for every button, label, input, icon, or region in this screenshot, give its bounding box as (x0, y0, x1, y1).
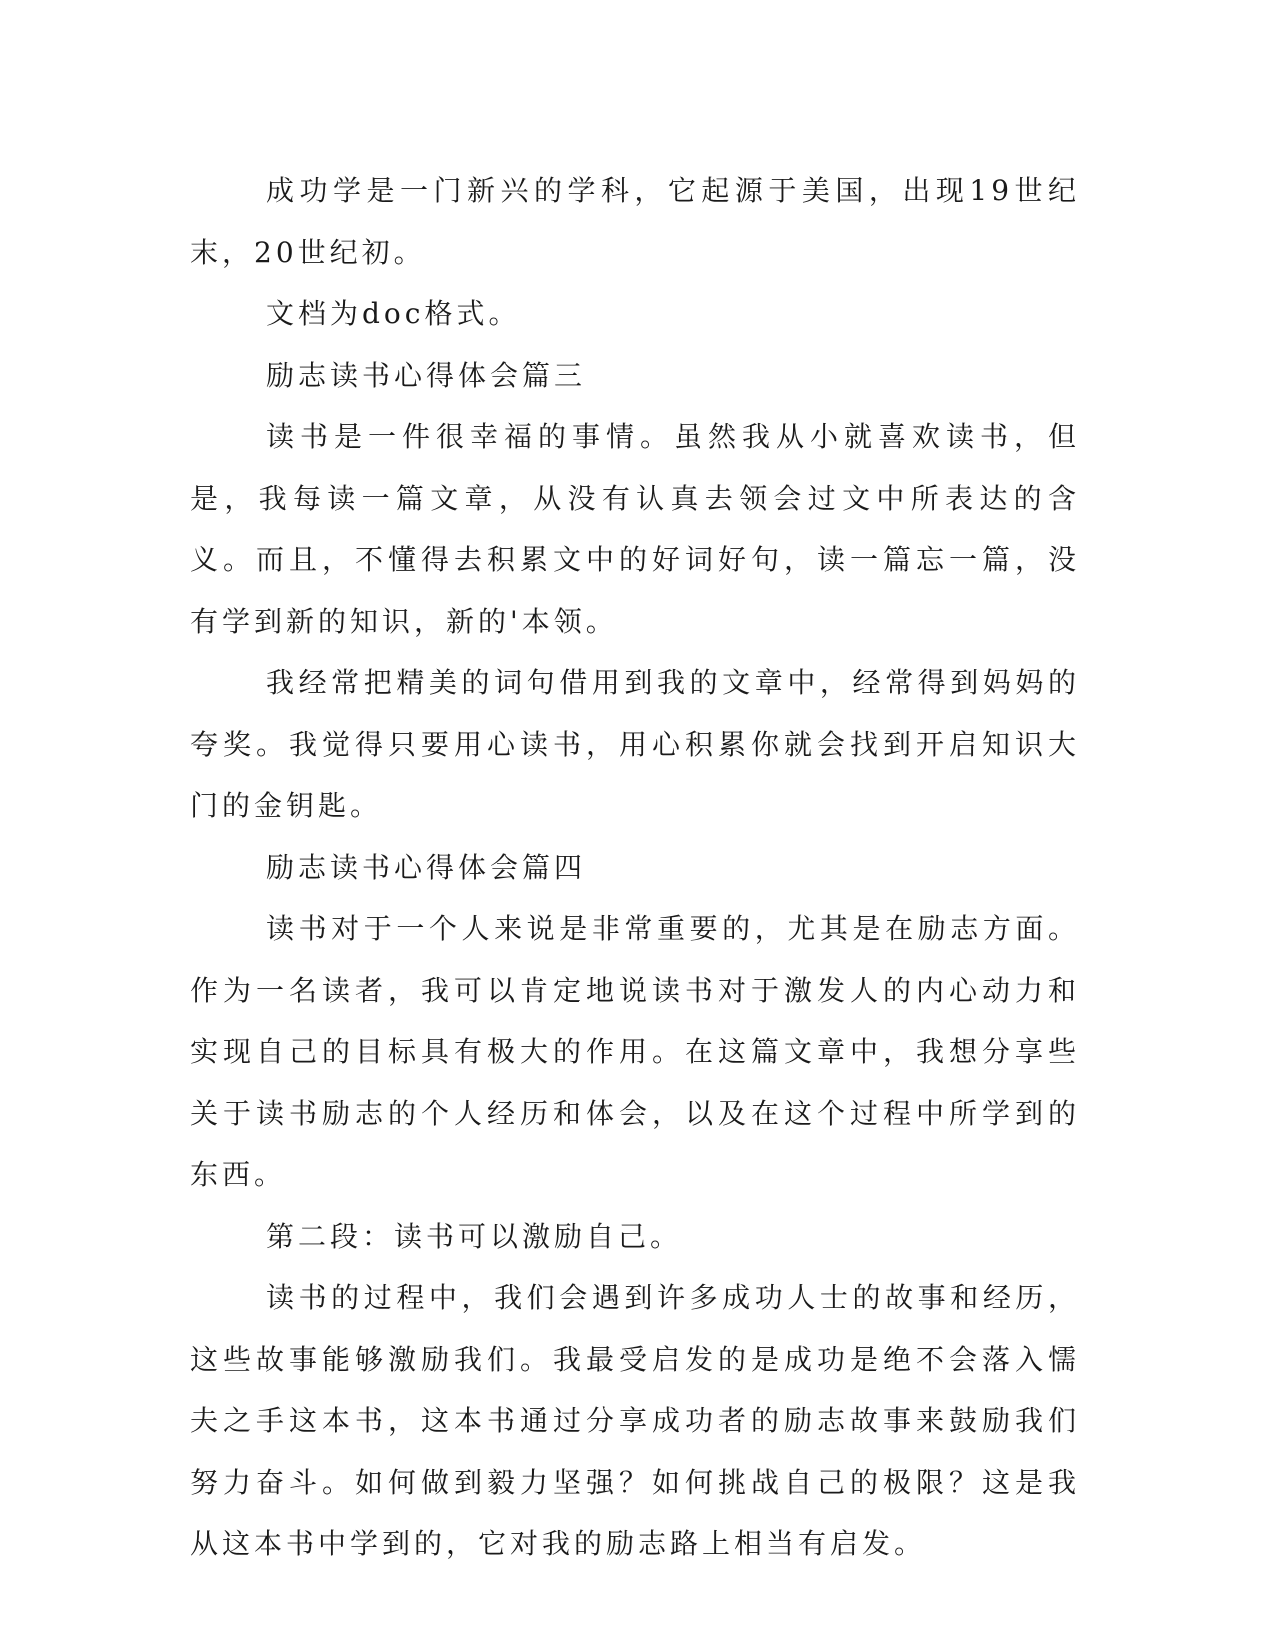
paragraph-format-note: 文档为doc格式。 (266, 297, 521, 330)
paragraph-inspiration: 读书的过程中，我们会遇到许多成功人士的故事和经历，这些故事能够激励我们。我最受启发的是成功是绝不会落入懦夫之手这本书，这本书通过分享成功者的励志故事来鼓励我们努力奋斗。如何做到毅力坚强？如何挑战自己的极限？这是我从这本书中学到的，它对我的励志路上相当有启发。 (190, 1281, 1080, 1560)
paragraph-accumulation: 我经常把精美的词句借用到我的文章中，经常得到妈妈的夸奖。我觉得只要用心读书，用心积累你就会找到开启知识大门的金钥匙。 (190, 666, 1080, 822)
paragraph-reading-happiness: 读书是一件很幸福的事情。虽然我从小就喜欢读书，但是，我每读一篇文章，从没有认真去领会过文中所表达的含义。而且，不懂得去积累文中的好词好句，读一篇忘一篇，没有学到新的知识，新的'本领。 (190, 420, 1080, 638)
paragraph-importance: 读书对于一个人来说是非常重要的，尤其是在励志方面。作为一名读者，我可以肯定地说读书对于激发人的内心动力和实现自己的目标具有极大的作用。在这篇文章中，我想分享些关于读书励志的个人经历和体会，以及在这个过程中所学到的东西。 (190, 912, 1080, 1191)
paragraph-intro: 成功学是一门新兴的学科，它起源于美国，出现19世纪末，20世纪初。 (190, 174, 1080, 269)
document-body (190, 160, 1080, 1575)
section-heading-3: 励志读书心得体会篇三 (266, 358, 587, 392)
section-heading-4: 励志读书心得体会篇四 (266, 850, 587, 884)
paragraph-subheading-2: 第二段：读书可以激励自己。 (266, 1219, 683, 1253)
